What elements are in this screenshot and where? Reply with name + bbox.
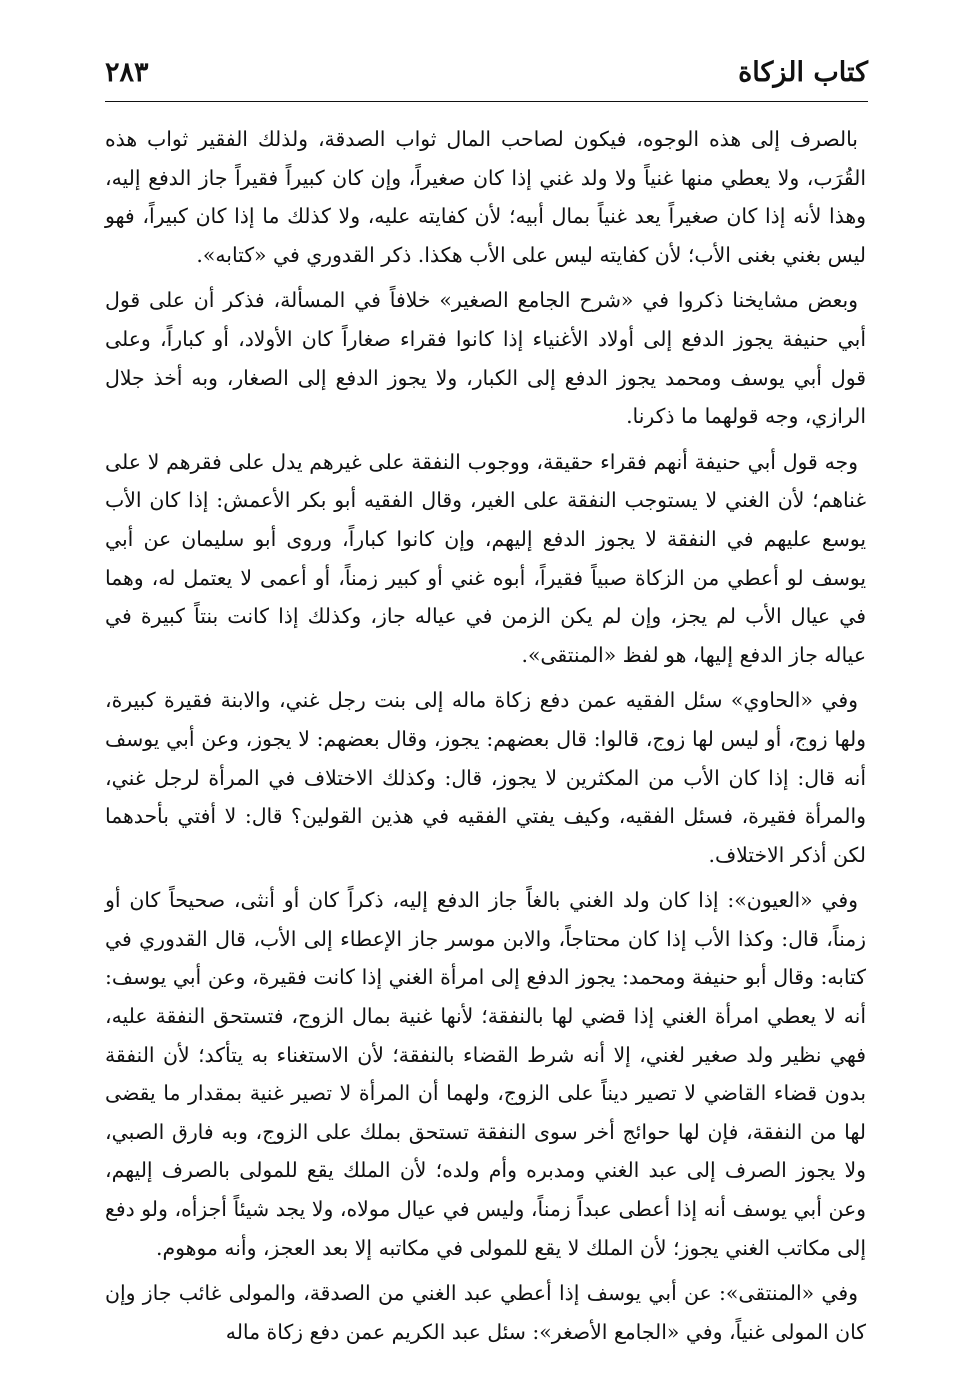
paragraph-6: وفي «المنتقى»: عن أبي يوسف إذا أعطي عبد الغني من الصدقة، والمولى غائب جاز وإن كان المولى غنياً، وفي «الجامع الأصغر»: سئل عبد الكريم عمن دفع زكاة ماله (105, 1281, 866, 1344)
page-header (105, 55, 868, 102)
paragraph-4: وفي «الحاوي» سئل الفقيه عمن دفع زكاة ماله إلى بنت رجل غني، والابنة فقيرة كبيرة، ولها زوج، أو ليس لها زوج، قالوا: قال بعضهم: يجوز، وقال بعضهم: لا يجوز، وعن أبي يوسف أنه قال: إذا كان الأب من المكثرين لا يجوز، قال: وكذلك الاختلاف في المرأة لرجل غني، والمرأة فقيرة، فسئل الفقيه، وكيف يفتي الفقيه في هذين القولين؟ قال: لا أفتي بأحدهما لكن أذكر الاختلاف. (105, 688, 866, 867)
paragraph-2: وبعض مشايخنا ذكروا في «شرح الجامع الصغير» خلافاً في المسألة، فذكر أن على قول أبي حنيفة يجوز الدفع إلى أولاد الأغنياء إذا كانوا فقراء صغاراً كان الأولاد، أو كباراً، وعلى قول أبي يوسف ومحمد يجوز الدفع إلى الكبار، ولا يجوز الدفع إلى الصغار، وبه أخذ جلال الرازي، وجه قولهما ما ذكرنا. (105, 288, 866, 429)
paragraph-1: بالصرف إلى هذه الوجوه، فيكون لصاحب المال ثواب الصدقة، ولذلك الفقير ثواب هذه القُرَب، ولا يعطي منها غنياً ولا ولد غني إذا كان صغيراً، وإن كان كبيراً فقيراً جاز الدفع إليه، وهذا لأنه إذا كان صغيراً يعد غنياً بمال أبيه؛ لأن كفايته عليه، ولا كذلك ما إذا كان كبيراً، فهو ليس بغني بغنى الأب؛ لأن كفايته ليس على الأب هكذا. ذكر القدوري في «كتابه». (105, 127, 866, 267)
running-title: كتاب الزكاة (738, 57, 868, 88)
body-text (105, 120, 866, 1358)
page-number: ٢٨٣ (105, 57, 149, 88)
paragraph-5: وفي «العيون»: إذا كان ولد الغني بالغاً جاز الدفع إليه، ذكراً كان أو أنثى، صحيحاً كان أو زمناً، قال: وكذا الأب إذا كان محتاجاً، والابن موسر جاز الإعطاء إلى الأب، قال القدوري في كتابه: وقال أبو حنيفة ومحمد: يجوز الدفع إلى امرأة الغني إذا كانت فقيرة، وعن أبي يوسف: أنه لا يعطي امرأة الغني إذا قضي لها بالنفقة؛ لأنها غنية بمال الزوج، فتستحق النفقة عليه، فهي نظير ولد صغير لغني، إلا أنه شرط القضاء بالنفقة؛ لأن الاستغناء به يتأكد؛ لأن النفقة بدون قضاء القاضي لا تصير ديناً على الزوج، ولهما أن المرأة لا تصير غنية بمقدار ما يقضى لها من النفقة، فإن لها حوائج أخر سوى النفقة تستحق بملك على الزوج، وبه فارق الصبي، ولا يجوز الصرف إلى عبد الغني ومدبره وأم ولده؛ لأن الملك يقع للمولى بالصرف إليهم، وعن أبي يوسف أنه إذا أعطى عبداً زمناً، وليس في عيال مولاه، ولا يجد شيئاً أجزأه، ولو دفع إلى مكاتب الغني يجوز؛ لأن الملك لا يقع للمولى في مكاتبه إلا بعد العجز، وأنه موهوم. (105, 888, 866, 1260)
paragraph-3: وجه قول أبي حنيفة أنهم فقراء حقيقة، ووجوب النفقة على غيرهم يدل على فقرهم لا على غناهم؛ لأن الغني لا يستوجب النفقة على الغير، وقال الفقيه أبو بكر الأعمش: إذا كان الأب يوسع عليهم في النفقة لا يجوز الدفع إليهم، وإن كانوا كباراً، وروى أبو سليمان عن أبي يوسف لو أعطي من الزكاة صبياً فقيراً، أبوه غني أو كبير زمناً، أو أعمى لا يعتمل له، وهما في عيال الأب لم يجز، وإن لم يكن الزمن في عياله جاز، وكذلك إذا كانت بنتاً كبيرة في عياله جاز الدفع إليها، هو لفظ «المنتقى». (105, 449, 866, 667)
